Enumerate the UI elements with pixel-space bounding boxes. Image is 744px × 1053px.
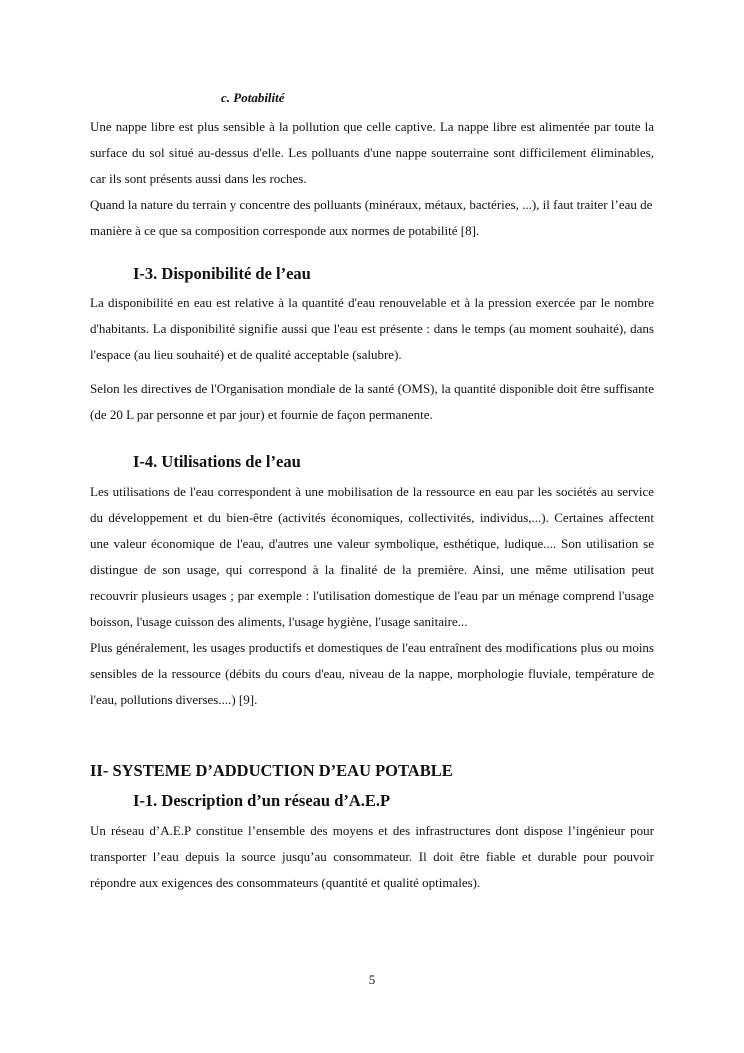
heading-utilisations: I-4. Utilisations de l’eau: [133, 452, 301, 471]
paragraph-nappe-libre: Une nappe libre est plus sensible à la pollution que celle captive. La nappe libre est alimentée par toute la surface du sol situé au-dessus d'elle. Les polluants d'une nappe souterraine sont difficilement éliminables, car ils sont présents aussi dans les roches.: [90, 119, 654, 186]
paragraph-disponibilite: La disponibilité en eau est relative à la quantité d'eau renouvelable et à la pression exercée par le nombre d'habitants. La disponibilité signifie aussi que l'eau est présente : dans le temps (au moment souhaité), dans l'espace (au lieu souhaité) et de qualité acceptable (salubre).: [90, 295, 654, 362]
paragraph-nature-terrain: Quand la nature du terrain y concentre des polluants (minéraux, métaux, bactéries, ...), il faut traiter l’eau de manière à ce que sa composition corresponde aux normes de potabilité [8].: [90, 197, 653, 238]
heading-description-reseau: I-1. Description d’un réseau d’A.E.P: [133, 791, 391, 810]
paragraph-utilisations: Les utilisations de l'eau correspondent à une mobilisation de la ressource en eau par les sociétés au service du développement et du bien-être (activités économiques, collectivités, individus,...). Certaines affectent une valeur économique de l'eau, d'autres une valeur symbolique, esthétique, ludique.... Son utilisation se distingue de son usage, qui correspond à la finalité de la première. Ainsi, une même utilisation peut recouvrir plusieurs usages ; par exemple : l'utilisation domestique de l'eau par un ménage comprend l'usage boisson, l'usage cuisson des aliments, l'usage hygiène, l'usage sanitaire...: [90, 484, 654, 629]
paragraph-oms: Selon les directives de l'Organisation mondiale de la santé (OMS), la quantité disponible doit être suffisante (de 20 L par personne et par jour) et fournie de façon permanente.: [90, 381, 654, 422]
heading-potabilite: c. Potabilité: [221, 90, 285, 105]
section-potabilite-text: [90, 114, 654, 244]
section-disponibilite-text: [90, 290, 654, 428]
page-number: 5: [368, 972, 376, 987]
heading-disponibilite: I-3. Disponibilité de l’eau: [133, 264, 311, 283]
section-description-text: [90, 818, 654, 896]
heading-systeme-adduction: II- SYSTEME D’ADDUCTION D’EAU POTABLE: [90, 761, 453, 780]
paragraph-usages-productifs: Plus généralement, les usages productifs et domestiques de l'eau entraînent des modifications plus ou moins sensibles de la ressource (débits du cours d'eau, niveau de la nappe, morphologie fluviale, température de l'eau, pollutions diverses....) [9].: [90, 640, 654, 707]
section-utilisations-text: [90, 479, 654, 713]
paragraph-reseau-aep: Un réseau d’A.E.P constitue l’ensemble des moyens et des infrastructures dont dispose l’ingénieur pour transporter l’eau depuis la source jusqu’au consommateur. Il doit être fiable et durable pour pouvoir répondre aux exigences des consommateurs (quantité et qualité optimales).: [90, 823, 654, 890]
